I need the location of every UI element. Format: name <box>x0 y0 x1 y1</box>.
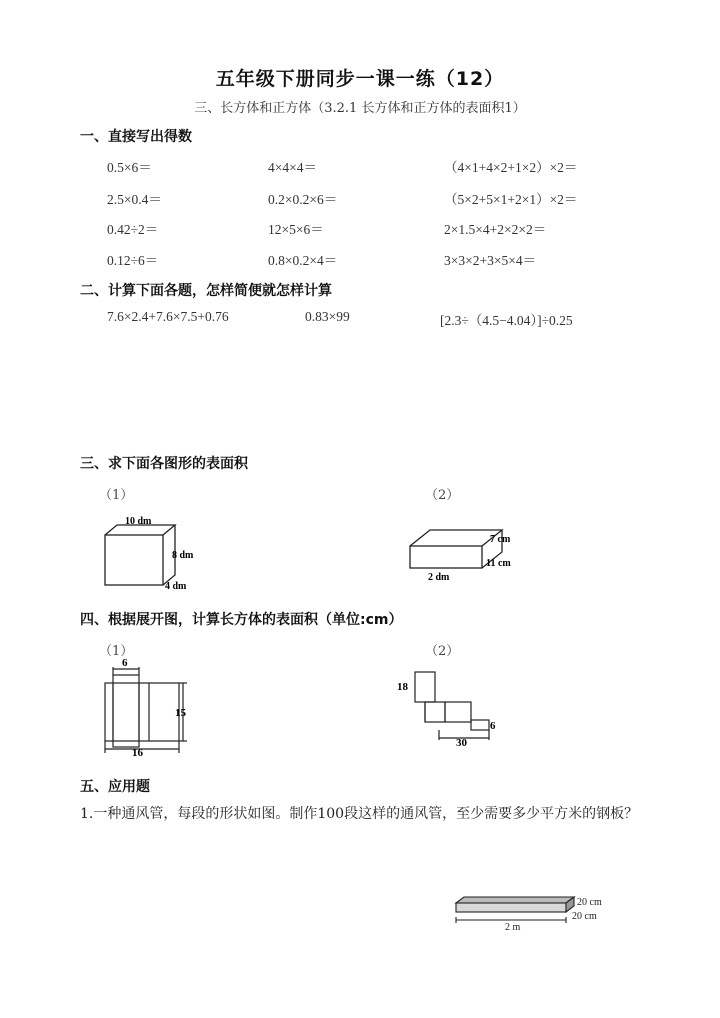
oral-calc-item: 3×3×2+3×5×4＝ <box>444 253 537 268</box>
simplify-calc-item: 0.83×99 <box>305 309 350 324</box>
fig2-height-label: 7 cm <box>490 534 511 545</box>
net1-bottom-label: 16 <box>132 747 143 759</box>
oral-calc-item: 12×5×6＝ <box>268 222 324 237</box>
section-5-heading: 五、应用题 <box>80 779 150 795</box>
figure-label-1: （1） <box>99 488 134 503</box>
oral-calc-item: 0.12÷6＝ <box>107 253 159 268</box>
section-4-heading: 四、根据展开图，计算长方体的表面积（单位:cm） <box>80 612 403 628</box>
section-1-heading: 一、直接写出得数 <box>80 129 192 145</box>
oral-calc-item: 0.5×6＝ <box>107 160 152 175</box>
cuboid-figure-2 <box>400 522 525 584</box>
simplify-calc-item: 7.6×2.4+7.6×7.5+0.76 <box>107 309 229 324</box>
fig1-height-label: 8 dm <box>172 550 194 561</box>
net2-bottom-label: 30 <box>456 737 467 749</box>
simplify-calc-item: [2.3÷（4.5−4.04）]÷0.25 <box>440 313 573 328</box>
oral-calc-item: 0.8×0.2×4＝ <box>268 253 338 268</box>
section-3-heading: 三、求下面各图形的表面积 <box>80 456 248 472</box>
net2-right-label: 6 <box>490 720 496 732</box>
oral-calc-item: 4×4×4＝ <box>268 160 317 175</box>
net-label-1: （1） <box>99 644 134 659</box>
page-title: 五年级下册同步一课一练（12） <box>215 68 505 90</box>
oral-calc-item: 2.5×0.4＝ <box>107 192 162 207</box>
oral-calc-item: （5×2+5×1+2×1）×2＝ <box>444 192 578 207</box>
oral-calc-item: 0.2×0.2×6＝ <box>268 192 338 207</box>
net1-top-label: 6 <box>122 657 128 669</box>
pipe-dim2-label: 20 cm <box>572 911 597 922</box>
fig2-width-label: 11 cm <box>486 558 511 569</box>
pipe-length-label: 2 m <box>505 922 521 933</box>
net1-right-label: 15 <box>175 707 186 719</box>
oral-calc-item: 2×1.5×4+2×2×2＝ <box>444 222 547 237</box>
net-label-2: （2） <box>425 644 460 659</box>
fig1-length-label: 10 dm <box>125 516 152 527</box>
word-problem-1: 1.一种通风管，每段的形状如图。制作100段这样的通风管，至少需要多少平方米的钢板？ <box>80 806 639 822</box>
ventilation-pipe-figure <box>450 893 615 933</box>
page-subtitle: 三、长方体和正方体（3.2.1 长方体和正方体的表面积1） <box>194 101 526 116</box>
figure-label-2: （2） <box>425 488 460 503</box>
fig2-length-label: 2 dm <box>428 572 450 583</box>
pipe-dim1-label: 20 cm <box>577 897 602 908</box>
oral-calc-item: （4×1+4×2+1×2）×2＝ <box>444 160 578 175</box>
unfolded-net-2 <box>393 662 508 752</box>
cuboid-figure-1 <box>95 515 215 595</box>
net2-left-label: 18 <box>397 681 408 693</box>
unfolded-net-1 <box>95 655 205 760</box>
fig1-width-label: 4 dm <box>165 581 187 592</box>
oral-calc-item: 0.42÷2＝ <box>107 222 159 237</box>
section-2-heading: 二、计算下面各题，怎样简便就怎样计算 <box>80 283 332 299</box>
